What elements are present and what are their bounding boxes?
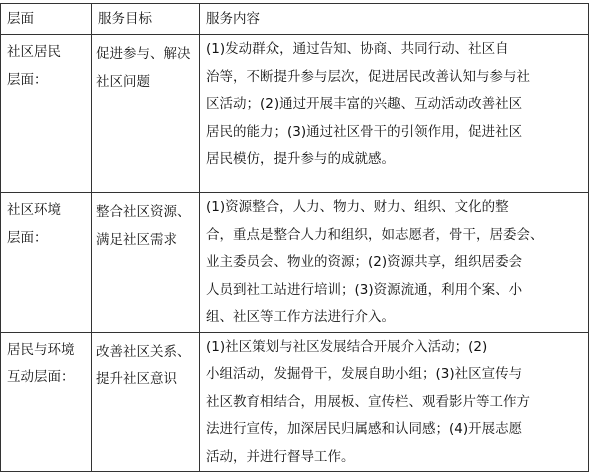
goal-text-line: 促进参与、解决 [96, 46, 191, 62]
level-text-line: 社区环境 [7, 202, 61, 218]
content-text-line: (1)资源整合，人力、物力、财力、组织、文化的整 [206, 199, 509, 215]
header-goal: 服务目标 [92, 4, 200, 35]
content-text-line: 居民模仿，提升参与的成就感。 [206, 151, 395, 167]
content-text-line: 治等，不断提升参与层次，促进居民改善认知与参与社 [206, 68, 530, 85]
table-header-row [1, 4, 589, 35]
level-text-line: 层面： [7, 71, 48, 88]
level-cell [1, 332, 92, 472]
level-cell [1, 193, 92, 333]
goal-text-line: 满足社区需求 [96, 231, 177, 248]
content-text-line: 小组活动，发掘骨干，发展自助小组；(3)社区宣传与 [206, 366, 523, 382]
header-content: 服务内容 [200, 4, 589, 35]
content-cell [200, 332, 589, 472]
content-text-line: 人员到社工站进行培训；(3)资源流通，利用个案、小 [206, 281, 523, 298]
goal-text-line: 社区问题 [96, 73, 150, 90]
content-text-line: 居民的能力；(3)通过社区骨干的引领作用，促进社区 [206, 123, 523, 140]
goal-text-line: 改善社区关系、 [96, 343, 191, 360]
content-text-line: 区活动；(2)通过开展丰富的兴趣、互动活动改善社区 [206, 96, 523, 112]
content-text-line: 法进行宣传，加深居民归属感和认同感；(4)开展志愿 [206, 421, 523, 437]
goal-cell [92, 35, 200, 193]
goal-cell [92, 332, 200, 472]
goal-text-line: 整合社区资源、 [96, 204, 191, 220]
content-text-line: 社区教育相结合，用展板、宣传栏、观看影片等工作方 [206, 393, 530, 410]
service-table [0, 3, 589, 472]
level-text-line: 社区居民 [7, 44, 61, 60]
content-text-line: (1)社区策划与社区发展结合开展介入活动；(2) [206, 338, 488, 355]
level-text-line: 互动层面： [7, 369, 75, 385]
table-row [1, 332, 589, 472]
content-text-line: 组、社区等工作方法进行介入。 [206, 309, 395, 325]
level-text-line: 层面： [7, 229, 48, 246]
content-text-line: 合，重点是整合人力和组织，如志愿者，骨干，居委会、 [206, 226, 544, 243]
content-text-line: 业主委员会、物业的资源；(2)资源共享，组织居委会 [206, 254, 523, 270]
table-row [1, 35, 589, 193]
content-text-line: 活动，并进行督导工作。 [206, 448, 355, 465]
header-level: 层面 [1, 4, 92, 35]
goal-text-line: 提升社区意识 [96, 371, 177, 387]
level-text-line: 居民与环境 [7, 341, 75, 358]
content-cell [200, 35, 589, 193]
table-row [1, 193, 589, 333]
goal-cell [92, 193, 200, 333]
level-cell [1, 35, 92, 193]
content-cell [200, 193, 589, 333]
content-text-line: (1)发动群众，通过告知、协商、共同行动、社区自 [206, 41, 509, 57]
